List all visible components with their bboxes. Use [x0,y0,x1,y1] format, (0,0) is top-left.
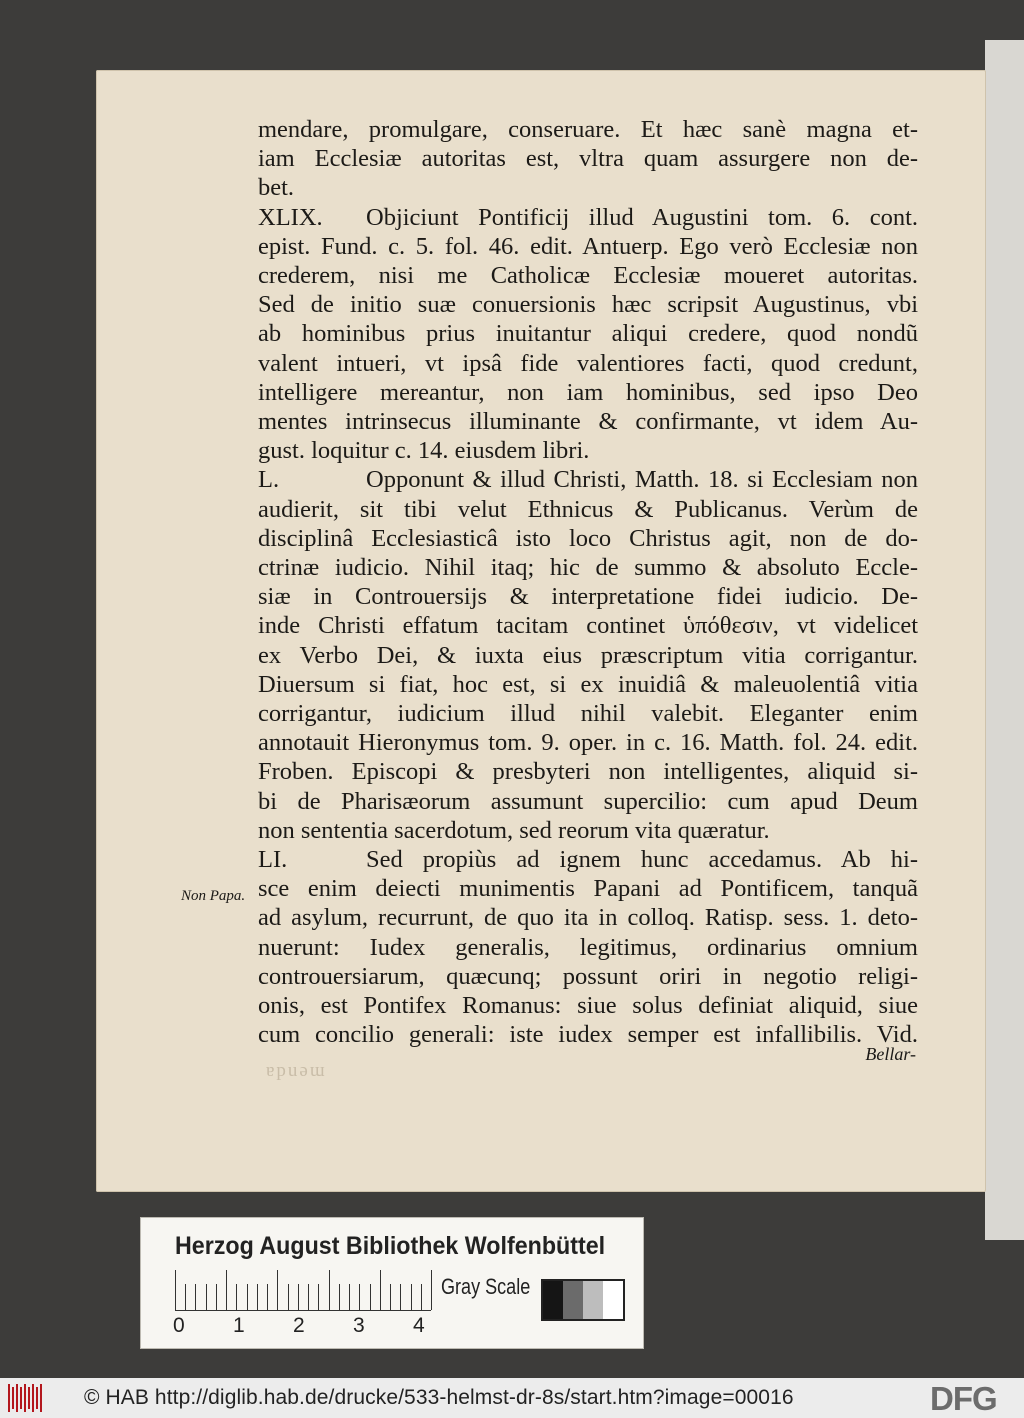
ruler-tick [288,1284,289,1310]
line-text: Diuersum si fiat, hoc est, si ex inuidiâ & maleuolentiâ vitia [258,670,918,698]
text-line [258,933,918,962]
line-text: bet. [258,174,295,202]
ruler-tick [318,1284,319,1310]
ruler-baseline [175,1310,431,1311]
scan-edge-strip [985,40,1024,1240]
line-text: ad asylum, recurrunt, de quo ita in colloq. Ratisp. sess. 1. deto- [258,904,918,932]
ruler-tick [421,1284,422,1310]
copyright-url[interactable]: © HAB http://diglib.hab.de/drucke/533-helmst-dr-8s/start.htm?image=00016 [84,1386,794,1409]
ruler-tick [411,1284,412,1310]
gray-step [563,1281,583,1319]
line-text: disciplinâ Ecclesiasticâ isto loco Christus agit, non de do- [258,524,918,552]
footer-bar [0,1378,1024,1418]
library-name: Herzog August Bibliothek Wolfenbüttel [175,1232,606,1260]
text-line [258,407,918,436]
logo-bar [28,1387,30,1409]
text-line [258,611,918,640]
line-text: ctrinæ iudicio. Nihil itaq; hic de summo & absoluto Eccle- [258,554,918,582]
line-text: siæ in Controuersijs & interpretatione fidei iudicio. De- [258,583,918,611]
line-text: intelligere mereantur, non iam hominibus, sed ipso Deo [258,378,918,406]
text-line [258,319,918,348]
line-text: Objiciunt Pontificij illud Augustini tom. 6. cont. [366,203,918,231]
logo-bar [24,1384,26,1412]
gray-step [603,1281,623,1319]
ruler-tick [267,1284,268,1310]
logo-bar [20,1387,22,1409]
ruler-tick [349,1284,350,1310]
ruler-tick [380,1270,381,1310]
section-number: LI. [258,846,288,874]
gray-step [543,1281,563,1319]
line-text: valent intueri, vt ipsâ fide valentiores facti, quod credunt, [258,349,918,377]
line-text: bi de Pharisæorum assumunt supercilio: cum apud Deum [258,787,918,815]
ruler-tick [370,1284,371,1310]
logo-bar [40,1384,42,1412]
ruler-number-3: 3 [353,1314,365,1337]
text-line [258,495,918,524]
text-line [258,349,918,378]
calibration-card [140,1217,644,1349]
line-text: Sed propiùs ad ignem hunc accedamus. Ab hi- [366,846,918,874]
ruler-number-4: 4 [413,1314,425,1337]
line-text: crederem, nisi me Catholicæ Ecclesiæ moueret autoritas. [258,262,918,290]
page-text-block [258,115,918,1050]
text-line [258,378,918,407]
ruler-number-2: 2 [293,1314,305,1337]
catchword: Bellar- [865,1044,916,1064]
text-line [258,874,918,903]
line-text: Opponunt & illud Christi, Matth. 18. si Ecclesiam non [366,466,918,494]
dfg-logo: DFG [930,1380,997,1417]
text-line [258,261,918,290]
ruler-tick [257,1284,258,1310]
line-text: iam Ecclesiæ autoritas est, vltra quam assurgere non de- [258,145,918,173]
logo-bar [36,1387,38,1409]
ruler-tick [339,1284,340,1310]
margin-note: Non Papa. [181,888,246,904]
text-line [258,699,918,728]
text-line [258,524,918,553]
text-line [258,232,918,261]
ruler-tick [308,1284,309,1310]
text-line [258,173,918,202]
section-number: XLIX. [258,203,323,231]
bleed-through-text: ɐpuəɯ [266,1060,327,1081]
text-line [258,845,918,874]
ruler-tick [329,1270,330,1310]
ruler-number-1: 1 [233,1314,245,1337]
book-page [96,70,986,1192]
line-text: gust. loquitur c. 14. eiusdem libri. [258,437,590,465]
text-line [258,553,918,582]
text-line [258,1020,918,1049]
line-text: Froben. Episcopi & presbyteri non intelligentes, aliquid si- [258,758,918,786]
logo-bar [8,1384,10,1412]
text-line [258,728,918,757]
text-line [258,641,918,670]
text-line [258,115,918,144]
hab-logo-icon [8,1384,48,1412]
line-text: corrigantur, iudicium illud nihil valebit. Eleganter enim [258,700,918,728]
text-line [258,816,918,845]
line-text: mendare, promulgare, conseruare. Et hæc sanè magna et- [258,116,918,143]
text-line [258,290,918,319]
logo-bar [16,1384,18,1412]
ruler-tick [226,1270,227,1310]
line-text: cum concilio generali: iste iudex semper est infallibilis. Vid. [258,1021,918,1049]
ruler-tick [236,1284,237,1310]
ruler-tick [390,1284,391,1310]
text-line [258,203,918,232]
text-line [258,991,918,1020]
gray-step [583,1281,603,1319]
text-line [258,144,918,173]
line-text: epist. Fund. c. 5. fol. 46. edit. Antuerp. Ego verò Ecclesiæ non [258,232,918,260]
line-text: non sententia sacerdotum, sed reorum vita quæratur. [258,816,770,844]
text-line [258,962,918,991]
ruler-tick [247,1284,248,1310]
logo-bar [12,1387,14,1409]
line-text: ex Verbo Dei, & iuxta eius præscriptum vitia corrigantur. [258,641,918,669]
ruler-tick [185,1284,186,1310]
text-line [258,582,918,611]
ruler-tick [216,1284,217,1310]
ruler-tick [206,1284,207,1310]
ruler-tick [431,1270,432,1310]
ruler-tick [359,1284,360,1310]
line-text: inde Christi effatum tacitam continet ὑπόθεσιν, vt videlicet [258,612,918,640]
ruler-tick [298,1284,299,1310]
section-number: L. [258,466,280,494]
line-text: nuerunt: Iudex generalis, legitimus, ordinarius omnium [258,933,918,961]
ruler-number-0: 0 [173,1314,185,1337]
text-line [258,757,918,786]
ruler-scale [175,1270,445,1312]
line-text: onis, est Pontifex Romanus: siue solus definiat aliquid, siue [258,992,918,1020]
text-line [258,436,918,465]
line-text: mentes intrinsecus illuminante & confirmante, vt idem Au- [258,408,918,436]
ruler-tick [277,1270,278,1310]
text-line [258,787,918,816]
text-line [258,465,918,494]
line-text: audierit, sit tibi velut Ethnicus & Publicanus. Verùm de [258,495,918,523]
gray-scale-label: Gray Scale [441,1274,531,1299]
text-line [258,903,918,932]
gray-scale-swatch [541,1279,625,1321]
ruler-tick [175,1270,176,1310]
line-text: controuersiarum, quæcunq; possunt oriri in negotio religi- [258,962,918,990]
ruler-tick [195,1284,196,1310]
logo-bar [32,1384,34,1412]
ruler-tick [400,1284,401,1310]
text-line [258,670,918,699]
line-text: ab hominibus prius inuitantur aliqui credere, quod nondũ [258,320,918,348]
line-text: Sed de initio suæ conuersionis hæc scripsit Augustinus, vbi [258,291,918,319]
line-text: sce enim deiecti munimentis Papani ad Pontificem, tanquã [258,875,918,903]
line-text: annotauit Hieronymus tom. 9. oper. in c. 16. Matth. fol. 24. edit. [258,729,918,757]
